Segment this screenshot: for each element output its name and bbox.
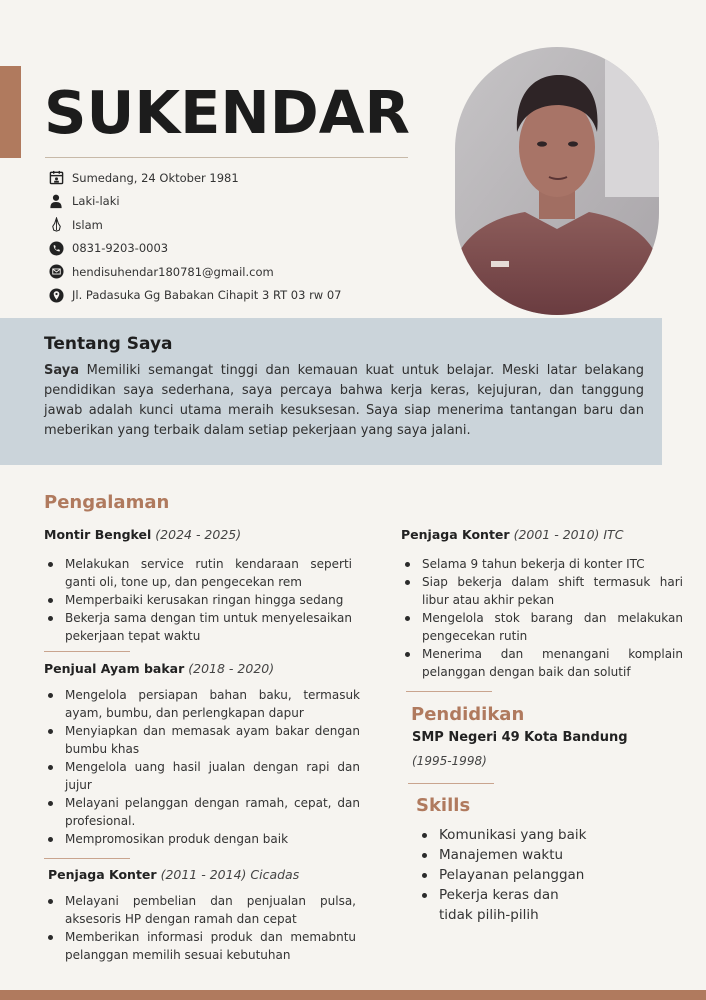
- about-lead: Saya: [44, 363, 79, 378]
- about-title: Tentang Saya: [44, 334, 173, 354]
- contact-gender-text: Laki-laki: [72, 194, 120, 209]
- candidate-name: SUKENDAR: [44, 78, 410, 147]
- name-divider: [45, 157, 408, 158]
- contact-email[interactable]: [48, 260, 342, 284]
- person-icon: [48, 193, 64, 209]
- list-item: Menyiapkan dan memasak ayam bakar dengan bumbu khas: [44, 722, 360, 758]
- job-title: Penjual Ayam bakar (2018 - 2020): [44, 661, 275, 676]
- contact-address-text: Jl. Padasuka Gg Babakan Cihapit 3 RT 03 rw 07: [72, 288, 342, 303]
- list-item: Selama 9 tahun bekerja di konter ITC: [401, 555, 683, 573]
- section-divider: [408, 783, 494, 784]
- contact-list: [48, 166, 342, 307]
- list-item: Mempromosikan produk dengan baik: [44, 830, 360, 848]
- calendar-icon: [48, 170, 64, 186]
- contact-birth: [48, 166, 342, 190]
- contact-email-text: hendisuhendar180781@gmail.com: [72, 264, 274, 279]
- contact-address: [48, 284, 342, 308]
- list-item: Memperbaiki kerusakan ringan hingga sedang: [44, 591, 352, 609]
- list-item: Melayani pelanggan dengan ramah, cepat, dan profesional.: [44, 794, 360, 830]
- accent-bar: [0, 66, 21, 158]
- contact-phone[interactable]: [48, 237, 342, 261]
- list-item: Mengelola persiapan bahan baku, termasuk ayam, bumbu, dan perlengkapan dapur: [44, 686, 360, 722]
- contact-birth-text: Sumedang, 24 Oktober 1981: [72, 170, 239, 185]
- mail-icon: [48, 264, 64, 280]
- about-text: [44, 361, 644, 441]
- skills-list: [418, 825, 658, 925]
- contact-religion-text: Islam: [72, 217, 103, 232]
- job-bullets: [44, 686, 360, 848]
- experience-title: Pengalaman: [44, 492, 170, 513]
- prayer-icon: [48, 217, 64, 233]
- job-bullets: [401, 555, 683, 681]
- education-title: Pendidikan: [411, 704, 525, 725]
- footer-bar: [0, 990, 706, 1000]
- list-item: Siap bekerja dalam shift termasuk hari libur atau akhir pekan: [401, 573, 683, 609]
- location-pin-icon: [48, 287, 64, 303]
- job-bullets: [44, 892, 356, 964]
- profile-photo: [455, 47, 659, 315]
- job-bullets: [44, 555, 352, 645]
- job-title: Penjaga Konter (2001 - 2010) ITC: [401, 527, 624, 542]
- contact-phone-text: 0831-9203-0003: [72, 241, 169, 256]
- contact-gender: [48, 190, 342, 214]
- section-divider: [44, 858, 130, 859]
- list-item: Memberikan informasi produk dan memabntu pelanggan memilih sesuai kebutuhan: [44, 928, 356, 964]
- job-title: Montir Bengkel (2024 - 2025): [44, 527, 242, 542]
- list-item: Bekerja sama dengan tim untuk menyelesaikan pekerjaan tepat waktu: [44, 609, 352, 645]
- skill-item: Pekerja keras dan tidak pilih-pilih: [418, 885, 589, 925]
- list-item: Melakukan service rutin kendaraan seperti ganti oli, tone up, dan pengecekan rem: [44, 555, 352, 591]
- education-years: (1995-1998): [412, 754, 487, 768]
- job-title: Penjaga Konter (2011 - 2014) Cicadas: [48, 867, 300, 882]
- section-divider: [44, 651, 130, 652]
- list-item: Melayani pembelian dan penjualan pulsa, aksesoris HP dengan ramah dan cepat: [44, 892, 356, 928]
- about-body: Memiliki semangat tinggi dan kemauan kuat untuk belajar. Meski latar belakang pendidikan saya sederhana, saya percaya bahwa kerja keras, kejujuran, dan tanggung jawab adalah kunci utama meraih kesuksesan. Saya siap menerima tantangan baru dan meberikan yang terbaik dalam setiap pekerjaan yang saya jalani.: [44, 363, 644, 438]
- phone-icon: [48, 240, 64, 256]
- education-school: SMP Negeri 49 Kota Bandung: [412, 730, 628, 745]
- section-divider: [406, 691, 492, 692]
- list-item: Menerima dan menangani komplain pelanggan dengan baik dan solutif: [401, 645, 683, 681]
- list-item: Mengelola stok barang dan melakukan pengecekan rutin: [401, 609, 683, 645]
- list-item: Mengelola uang hasil jualan dengan rapi dan jujur: [44, 758, 360, 794]
- skill-item: Pelayanan pelanggan: [418, 865, 658, 885]
- skills-title: Skills: [416, 795, 471, 816]
- skill-item: Manajemen waktu: [418, 845, 658, 865]
- contact-religion: [48, 213, 342, 237]
- skill-item: Komunikasi yang baik: [418, 825, 658, 845]
